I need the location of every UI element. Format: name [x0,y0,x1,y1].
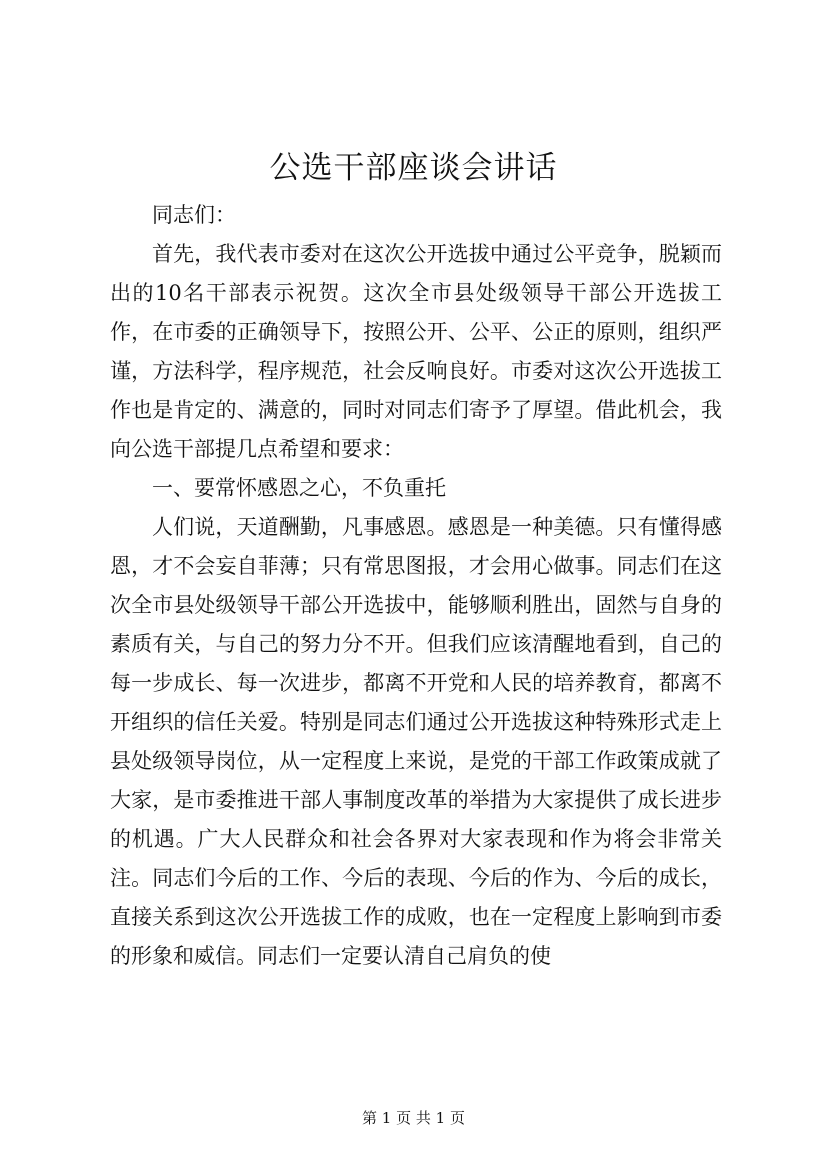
page-footer: 第 1 页 共 1 页 [362,1109,465,1127]
document-title: 公选干部座谈会讲话 [269,150,558,186]
document-body [110,196,722,976]
paragraph-intro: 首先，我代表市委对在这次公开选拔中通过公平竞争，脱颖而出的10名干部表示祝贺。这次全市县处级领导干部公开选拔工作，在市委的正确领导下，按照公开、公平、公正的原则，组织严谨，方法科学，程序规范，社会反响良好。市委对这次公开选拔工作也是肯定的、满意的，同时对同志们寄予了厚望。借此机会，我向公选干部提几点希望和要求： [110,242,722,461]
greeting-line: 同志们： [152,203,236,227]
paragraph-section-1: 人们说，天道酬勤，凡事感恩。感恩是一种美德。只有懂得感恩，才不会妄自菲薄；只有常思图报，才会用心做事。同志们在这次全市县处级领导干部公开选拔中，能够顺利胜出，固然与自身的素质有关，与自己的努力分不开。但我们应该清醒地看到，自己的每一步成长、每一次进步，都离不开党和人民的培养教育，都离不开组织的信任关爱。特别是同志们通过公开选拔这种特殊形式走上县处级领导岗位，从一定程度上来说，是党的干部工作政策成就了大家，是市委推进干部人事制度改革的举措为大家提供了成长进步的机遇。广大人民群众和社会各界对大家表现和作为将会非常关注。同志们今后的工作、今后的表现、今后的作为、今后的成长，直接关系到这次公开选拔工作的成败，也在一定程度上影响到市委的形象和威信。同志们一定要认清自己肩负的使 [110,515,722,968]
section-heading-1: 一、要常怀感恩之心，不负重托 [152,476,446,500]
